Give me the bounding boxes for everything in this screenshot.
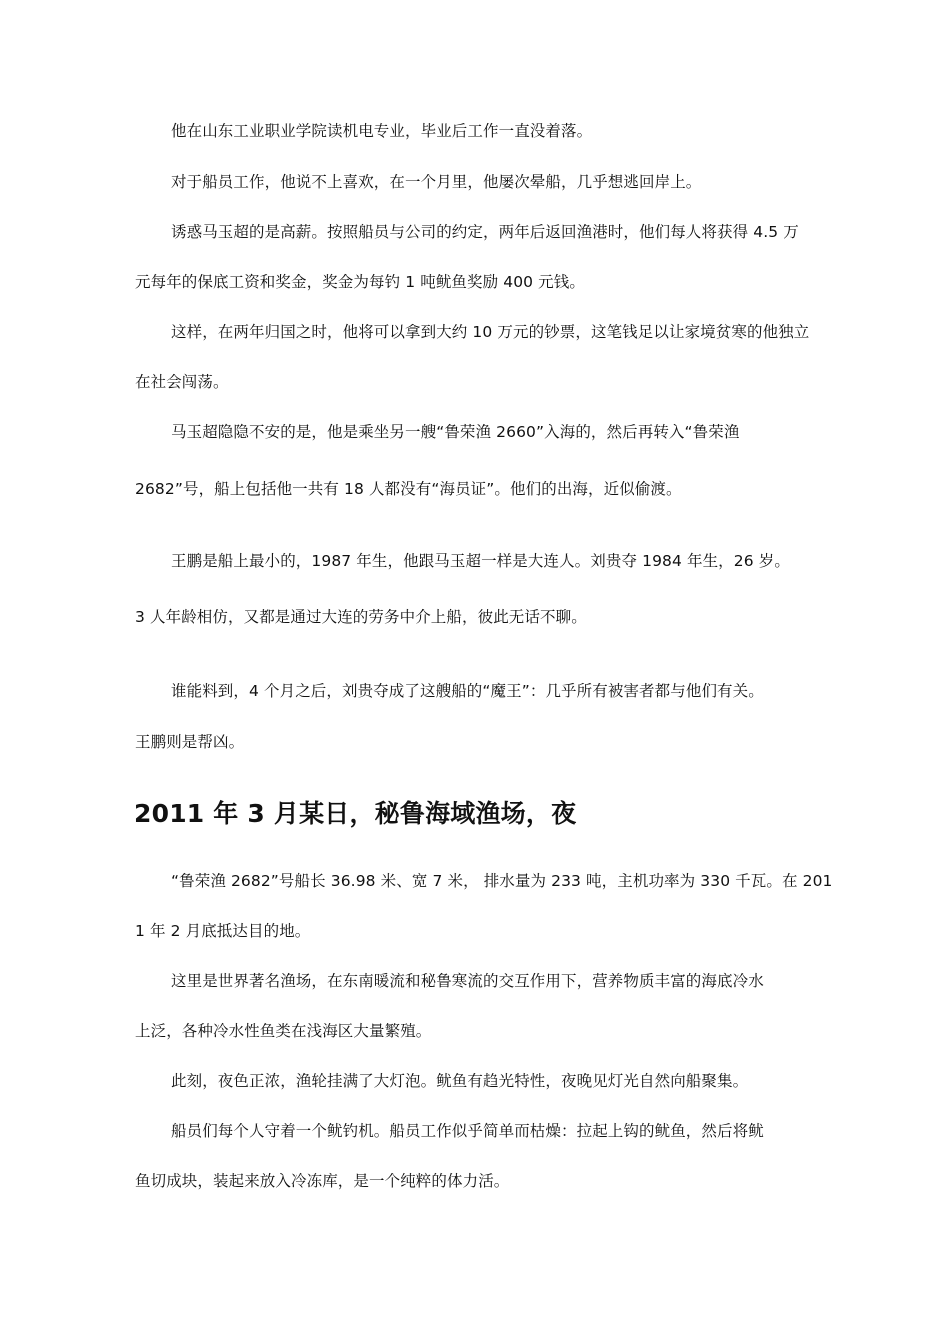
paragraph-line: 对于船员工作，他说不上喜欢，在一个月里，他屡次晕船，几乎想逃回岸上。 xyxy=(171,173,702,191)
paragraph-line: “鲁荣渔 2682”号船长 36.98 米、宽 7 米， 排水量为 233 吨，主机功率为 330 千瓦。在 201 xyxy=(171,872,833,890)
paragraph-line: 这样，在两年归国之时，他将可以拿到大约 10 万元的钞票，这笔钱足以让家境贫寒的他独立 xyxy=(171,323,810,341)
paragraph-line: 此刻，夜色正浓，渔轮挂满了大灯泡。鱿鱼有趋光特性，夜晚见灯光自然向船聚集。 xyxy=(171,1072,749,1090)
paragraph-line: 谁能料到，4 个月之后，刘贵夺成了这艘船的“魔王”：几乎所有被害者都与他们有关。 xyxy=(171,682,764,700)
paragraph-line: 在社会闯荡。 xyxy=(135,373,229,391)
paragraph-line: 1 年 2 月底抵达目的地。 xyxy=(135,922,311,940)
paragraph-line: 鱼切成块，装起来放入冷冻库，是一个纯粹的体力活。 xyxy=(135,1172,510,1190)
paragraph-line: 2682”号，船上包括他一共有 18 人都没有“海员证”。他们的出海，近似偷渡。 xyxy=(135,480,682,498)
paragraph-line: 诱惑马玉超的是高薪。按照船员与公司的约定，两年后返回渔港时，他们每人将获得 4.5 万 xyxy=(171,223,799,241)
section-heading: 2011 年 3 月某日，秘鲁海域渔场，夜 xyxy=(134,799,577,828)
paragraph-line: 船员们每个人守着一个鱿钓机。船员工作似乎简单而枯燥：拉起上钩的鱿鱼，然后将鱿 xyxy=(171,1122,764,1140)
paragraph-line: 3 人年龄相仿，又都是通过大连的劳务中介上船，彼此无话不聊。 xyxy=(135,608,587,626)
paragraph-line: 上泛，各种冷水性鱼类在浅海区大量繁殖。 xyxy=(135,1022,432,1040)
paragraph-line: 这里是世界著名渔场，在东南暖流和秘鲁寒流的交互作用下，营养物质丰富的海底冷水 xyxy=(171,972,764,990)
paragraph-line: 他在山东工业职业学院读机电专业，毕业后工作一直没着落。 xyxy=(171,122,593,140)
paragraph-line: 王鹏则是帮凶。 xyxy=(135,733,245,751)
paragraph-line: 元每年的保底工资和奖金，奖金为每钓 1 吨鱿鱼奖励 400 元钱。 xyxy=(135,273,585,291)
paragraph-line: 王鹏是船上最小的，1987 年生，他跟马玉超一样是大连人。刘贵夺 1984 年生，26 岁。 xyxy=(171,552,790,570)
paragraph-line: 马玉超隐隐不安的是，他是乘坐另一艘“鲁荣渔 2660”入海的，然后再转入“鲁荣渔 xyxy=(171,423,740,441)
